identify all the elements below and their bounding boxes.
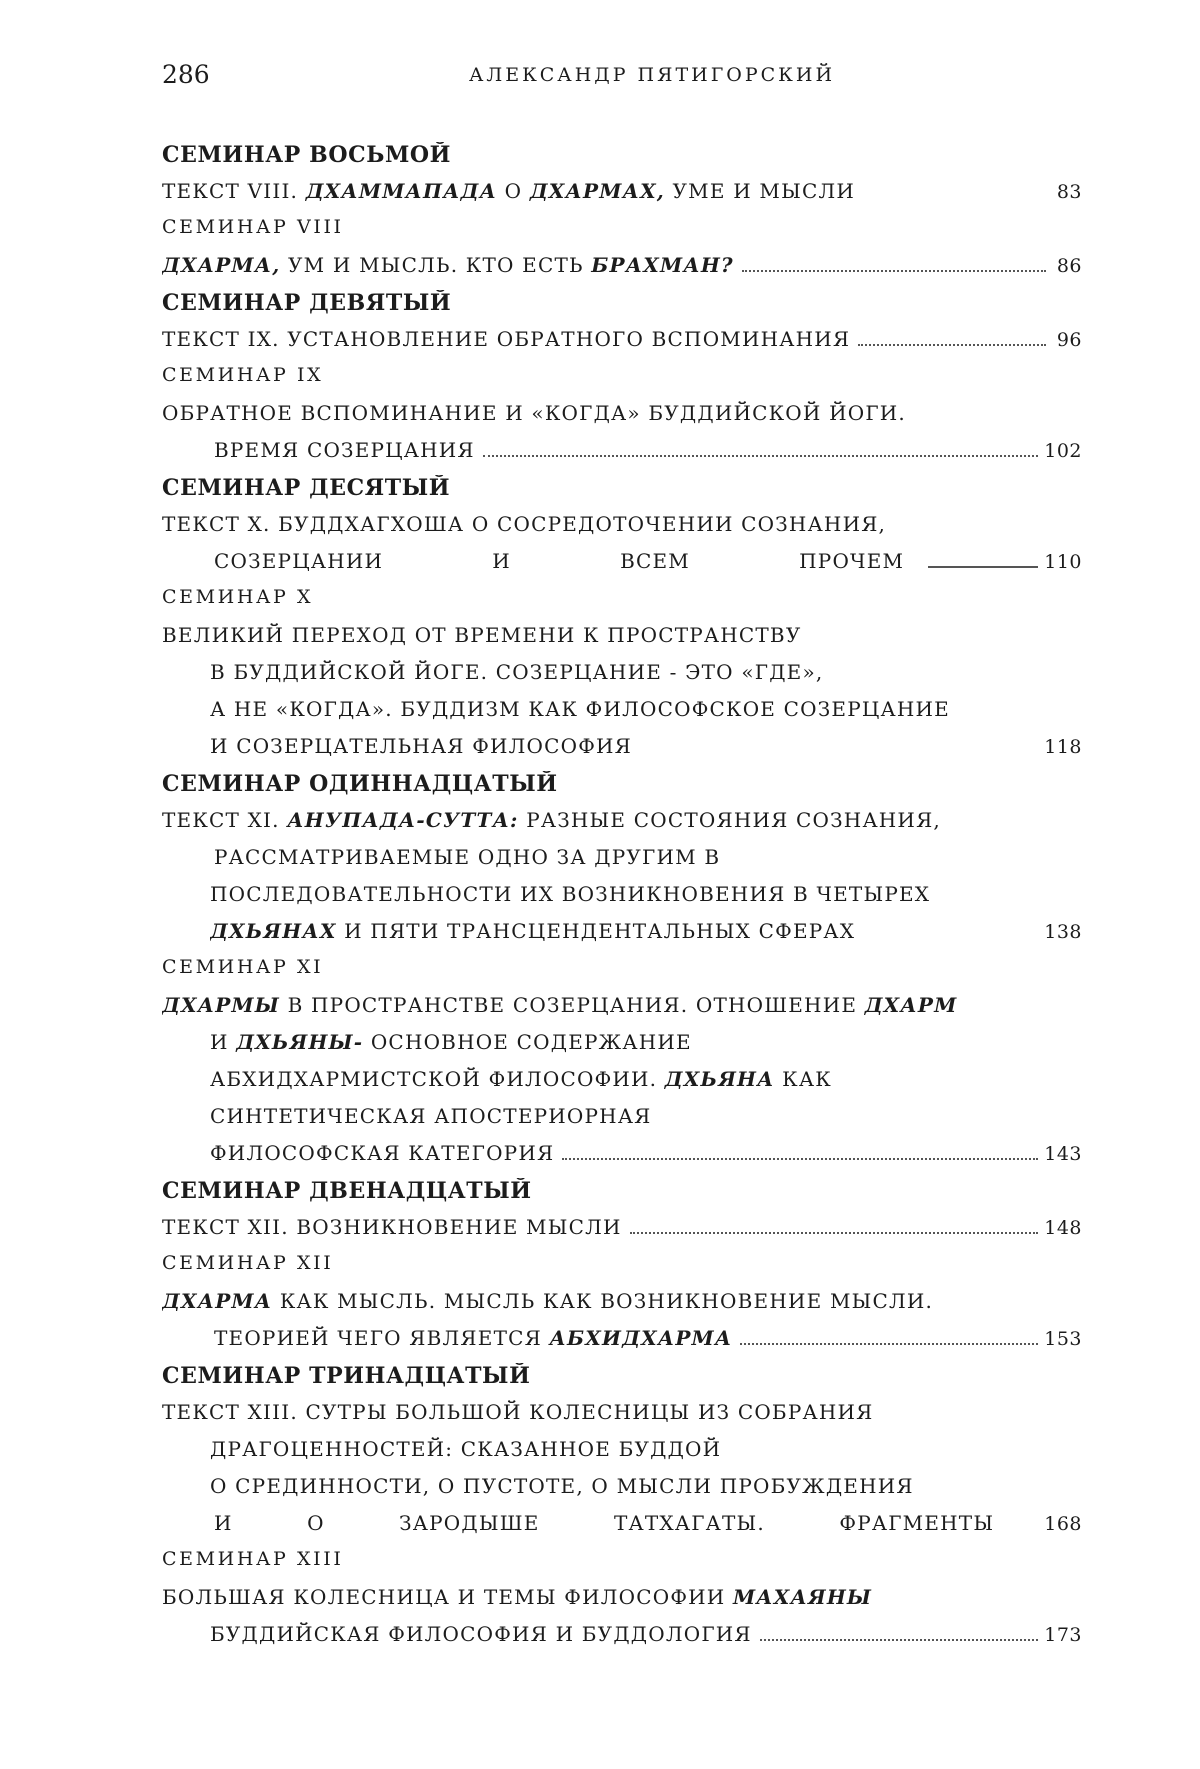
toc-entry-continuation[interactable] — [162, 549, 1082, 586]
toc-entry-text: СЕМИНАР ВОСЬМОЙ — [162, 142, 452, 168]
toc-entry-text: ТЕКСТ XII. ВОЗНИКНОВЕНИЕ МЫСЛИ — [162, 1215, 622, 1239]
toc-entry-continuation[interactable] — [162, 438, 1082, 475]
toc-text-fragment: И — [214, 1511, 233, 1535]
toc-entry-text: ТЕКСТ XIII. СУТРЫ БОЛЬШОЙ КОЛЕСНИЦЫ ИЗ СОБРАНИЯ — [162, 1400, 874, 1424]
toc-text-fragment: БОЛЬШАЯ КОЛЕСНИЦА И ТЕМЫ ФИЛОСОФИИ — [162, 1585, 733, 1609]
dot-leader — [742, 270, 1046, 272]
toc-entry-text: БУДДИЙСКАЯ ФИЛОСОФИЯ И БУДДОЛОГИЯ — [210, 1622, 752, 1646]
toc-heading — [162, 290, 1082, 327]
toc-entry-text — [214, 1511, 994, 1535]
toc-entry[interactable] — [162, 1400, 1082, 1437]
toc-seminar-label — [162, 364, 1082, 401]
toc-term-italic: ДХЬЯНАХ — [210, 919, 337, 943]
toc-entry[interactable] — [162, 253, 1082, 290]
toc-entry-text — [162, 1289, 933, 1313]
toc-entry-text: СЕМИНАР X — [162, 586, 314, 608]
toc-entry-text: СЕМИНАР ДЕСЯТЫЙ — [162, 475, 451, 501]
toc-term-italic: ДХЬЯНЫ- — [236, 1030, 364, 1054]
toc-text-fragment: ТАТХАГАТЫ. — [614, 1511, 765, 1535]
toc-entry-text — [162, 808, 941, 832]
toc-entry-text: СЕМИНАР XII — [162, 1252, 334, 1274]
toc-entry-text: ОБРАТНОЕ ВСПОМИНАНИЕ И «КОГДА» БУДДИЙСКОЙ ЙОГИ. — [162, 401, 906, 425]
toc-entry-text: ПОСЛЕДОВАТЕЛЬНОСТИ ИХ ВОЗНИКНОВЕНИЯ В ЧЕТЫРЕХ — [210, 882, 931, 906]
toc-entry-continuation[interactable] — [162, 1141, 1082, 1178]
toc-text-fragment: ТЕОРИЕЙ ЧЕГО ЯВЛЯЕТСЯ — [214, 1326, 550, 1350]
dot-leader — [483, 455, 1038, 457]
toc-entry[interactable] — [162, 401, 1082, 438]
toc-entry-continuation[interactable] — [162, 697, 1082, 734]
toc-entry-text — [162, 1585, 872, 1609]
toc-entry-text: СЕМИНАР ДВЕНАДЦАТЫЙ — [162, 1178, 532, 1204]
toc-seminar-label — [162, 1252, 1082, 1289]
toc-entry-continuation[interactable] — [162, 1030, 1082, 1067]
toc-text-fragment: КАК МЫСЛЬ. МЫСЛЬ КАК ВОЗНИКНОВЕНИЕ МЫСЛИ. — [272, 1289, 934, 1313]
toc-entry-text — [210, 1030, 692, 1054]
toc-page-number: 86 — [1056, 255, 1082, 277]
toc-page-number: 110 — [1044, 551, 1082, 573]
toc-term-italic: МАХАЯНЫ — [732, 1585, 873, 1609]
toc-term-italic: ДХАРМАХ, — [529, 179, 665, 203]
toc-term-italic: АНУПАДА-СУТТА: — [287, 808, 519, 832]
dot-leader — [858, 344, 1046, 346]
dot-leader — [630, 1232, 1039, 1234]
toc-entry[interactable] — [162, 1585, 1082, 1622]
toc-entry-text: ВЕЛИКИЙ ПЕРЕХОД ОТ ВРЕМЕНИ К ПРОСТРАНСТВУ — [162, 623, 802, 647]
toc-page-number: 83 — [1056, 181, 1082, 203]
dot-leader — [760, 1639, 1038, 1641]
toc-text-fragment: РАЗНЫЕ СОСТОЯНИЯ СОЗНАНИЯ, — [518, 808, 941, 832]
toc-seminar-label — [162, 956, 1082, 993]
toc-page-number: 138 — [1044, 921, 1082, 943]
toc-text-fragment: И ПЯТИ ТРАНСЦЕНДЕНТАЛЬНЫХ СФЕРАХ — [336, 919, 856, 943]
table-of-contents — [162, 142, 1082, 1659]
toc-entry[interactable] — [162, 993, 1082, 1030]
toc-term-italic: АБХИДХАРМА — [549, 1326, 733, 1350]
toc-entry-text: В БУДДИЙСКОЙ ЙОГЕ. СОЗЕРЦАНИЕ - ЭТО «ГДЕ», — [210, 660, 824, 684]
toc-heading — [162, 142, 1082, 179]
running-head — [162, 60, 1082, 100]
toc-text-fragment: В ПРОСТРАНСТВЕ СОЗЕРЦАНИЯ. ОТНОШЕНИЕ — [280, 993, 865, 1017]
toc-term-italic: ДХЬЯНА — [664, 1067, 775, 1091]
toc-text-fragment: УМ И МЫСЛЬ. КТО ЕСТЬ — [280, 253, 592, 277]
toc-text-fragment: О — [497, 179, 530, 203]
toc-text-fragment: И — [210, 1030, 237, 1054]
toc-entry-continuation[interactable] — [162, 845, 1082, 882]
toc-entry-continuation[interactable] — [162, 1511, 1082, 1548]
toc-page-number: 96 — [1056, 329, 1082, 351]
toc-entry-text: ВРЕМЯ СОЗЕРЦАНИЯ — [214, 438, 475, 462]
toc-term-italic: ДХАРМА — [162, 1289, 273, 1313]
toc-page-number: 102 — [1044, 440, 1082, 462]
book-page — [162, 60, 1082, 1659]
toc-term-italic: БРАХМАН? — [591, 253, 734, 277]
page-number: 286 — [162, 60, 210, 89]
toc-entry-text: СЕМИНАР IX — [162, 364, 324, 386]
toc-entry-text: СЕМИНАР ОДИННАДЦАТЫЙ — [162, 771, 558, 797]
toc-page-number: 168 — [1044, 1513, 1082, 1535]
toc-entry[interactable] — [162, 623, 1082, 660]
toc-entry-text — [162, 179, 855, 203]
toc-term-italic: ДХАРМЫ — [162, 993, 281, 1017]
toc-entry-text: ТЕКСТ X. БУДДХАГХОША О СОСРЕДОТОЧЕНИИ СОЗНАНИЯ, — [162, 512, 887, 536]
toc-entry-text: СЕМИНАР VIII — [162, 216, 344, 238]
toc-heading — [162, 771, 1082, 808]
toc-seminar-label — [162, 216, 1082, 253]
toc-text-fragment: УМЕ И МЫСЛИ — [664, 179, 856, 203]
toc-entry[interactable] — [162, 512, 1082, 549]
toc-entry-text: СИНТЕТИЧЕСКАЯ АПОСТЕРИОРНАЯ — [210, 1104, 652, 1128]
toc-entry-text — [214, 549, 904, 573]
toc-entry-text — [210, 919, 855, 943]
toc-text-fragment: СОЗЕРЦАНИИ — [214, 549, 384, 573]
toc-entry-text: И СОЗЕРЦАТЕЛЬНАЯ ФИЛОСОФИЯ — [210, 734, 633, 758]
toc-text-fragment: О — [307, 1511, 325, 1535]
toc-entry-continuation[interactable] — [162, 1437, 1082, 1474]
toc-heading — [162, 475, 1082, 512]
toc-entry-text: СЕМИНАР ДЕВЯТЫЙ — [162, 290, 452, 316]
toc-page-number: 173 — [1044, 1624, 1082, 1646]
dot-leader — [740, 1343, 1038, 1345]
toc-text-fragment: ПРОЧЕМ — [799, 549, 905, 573]
toc-page-number: 153 — [1044, 1328, 1082, 1350]
toc-entry-text: СЕМИНАР XIII — [162, 1548, 344, 1570]
toc-entry-text: ДРАГОЦЕННОСТЕЙ: СКАЗАННОЕ БУДДОЙ — [210, 1437, 722, 1461]
toc-page-number: 118 — [1044, 736, 1082, 758]
toc-entry-continuation[interactable] — [162, 1326, 1082, 1363]
toc-entry-text: О СРЕДИННОСТИ, О ПУСТОТЕ, О МЫСЛИ ПРОБУЖДЕНИЯ — [210, 1474, 914, 1498]
toc-text-fragment: ОСНОВНОЕ СОДЕРЖАНИЕ — [363, 1030, 692, 1054]
toc-entry-continuation[interactable] — [162, 882, 1082, 919]
toc-term-italic: ДХАММАПАДА — [305, 179, 498, 203]
toc-text-fragment: ТЕКСТ VIII. — [162, 179, 306, 203]
toc-entry-text: РАССМАТРИВАЕМЫЕ ОДНО ЗА ДРУГИМ В — [214, 845, 721, 869]
toc-entry-text: ФИЛОСОФСКАЯ КАТЕГОРИЯ — [210, 1141, 555, 1165]
toc-entry[interactable] — [162, 808, 1082, 845]
dot-leader — [562, 1158, 1038, 1160]
toc-text-fragment: И — [492, 549, 511, 573]
toc-entry-text — [162, 253, 734, 277]
toc-text-fragment: ФРАГМЕНТЫ — [839, 1511, 995, 1535]
toc-text-fragment: КАК — [774, 1067, 832, 1091]
toc-entry-text — [214, 1326, 732, 1350]
toc-entry[interactable] — [162, 179, 1082, 216]
toc-entry-continuation[interactable] — [162, 660, 1082, 697]
toc-term-italic: ДХАРМ — [864, 993, 958, 1017]
toc-entry-continuation[interactable] — [162, 919, 1082, 956]
toc-entry-continuation[interactable] — [162, 1104, 1082, 1141]
running-title: АЛЕКСАНДР ПЯТИГОРСКИЙ — [468, 64, 836, 86]
toc-entry[interactable] — [162, 327, 1082, 364]
toc-page-number: 148 — [1044, 1217, 1082, 1239]
toc-entry-text — [162, 993, 957, 1017]
toc-entry-continuation[interactable] — [162, 1474, 1082, 1511]
toc-entry-continuation[interactable] — [162, 734, 1082, 771]
toc-seminar-label — [162, 1548, 1082, 1585]
toc-text-fragment: ВСЕМ — [620, 549, 690, 573]
toc-entry[interactable] — [162, 1215, 1082, 1252]
toc-text-fragment: ТЕКСТ XI. — [162, 808, 288, 832]
toc-text-fragment: АБХИДХАРМИСТСКОЙ ФИЛОСОФИИ. — [210, 1067, 665, 1091]
toc-page-number: 143 — [1044, 1143, 1082, 1165]
toc-term-italic: ДХАРМА, — [162, 253, 281, 277]
dot-leader — [928, 566, 1038, 568]
toc-text-fragment: ЗАРОДЫШЕ — [399, 1511, 540, 1535]
toc-entry-text: СЕМИНАР ТРИНАДЦАТЫЙ — [162, 1363, 531, 1389]
toc-entry-text — [210, 1067, 832, 1091]
toc-entry-continuation[interactable] — [162, 1067, 1082, 1104]
toc-heading — [162, 1363, 1082, 1400]
toc-entry[interactable] — [162, 1289, 1082, 1326]
toc-entry-text: СЕМИНАР XI — [162, 956, 324, 978]
toc-entry-text: А НЕ «КОГДА». БУДДИЗМ КАК ФИЛОСОФСКОЕ СОЗЕРЦАНИЕ — [210, 697, 950, 721]
toc-entry-text: ТЕКСТ IX. УСТАНОВЛЕНИЕ ОБРАТНОГО ВСПОМИНАНИЯ — [162, 327, 851, 351]
toc-entry-continuation[interactable] — [162, 1622, 1082, 1659]
toc-seminar-label — [162, 586, 1082, 623]
toc-heading — [162, 1178, 1082, 1215]
